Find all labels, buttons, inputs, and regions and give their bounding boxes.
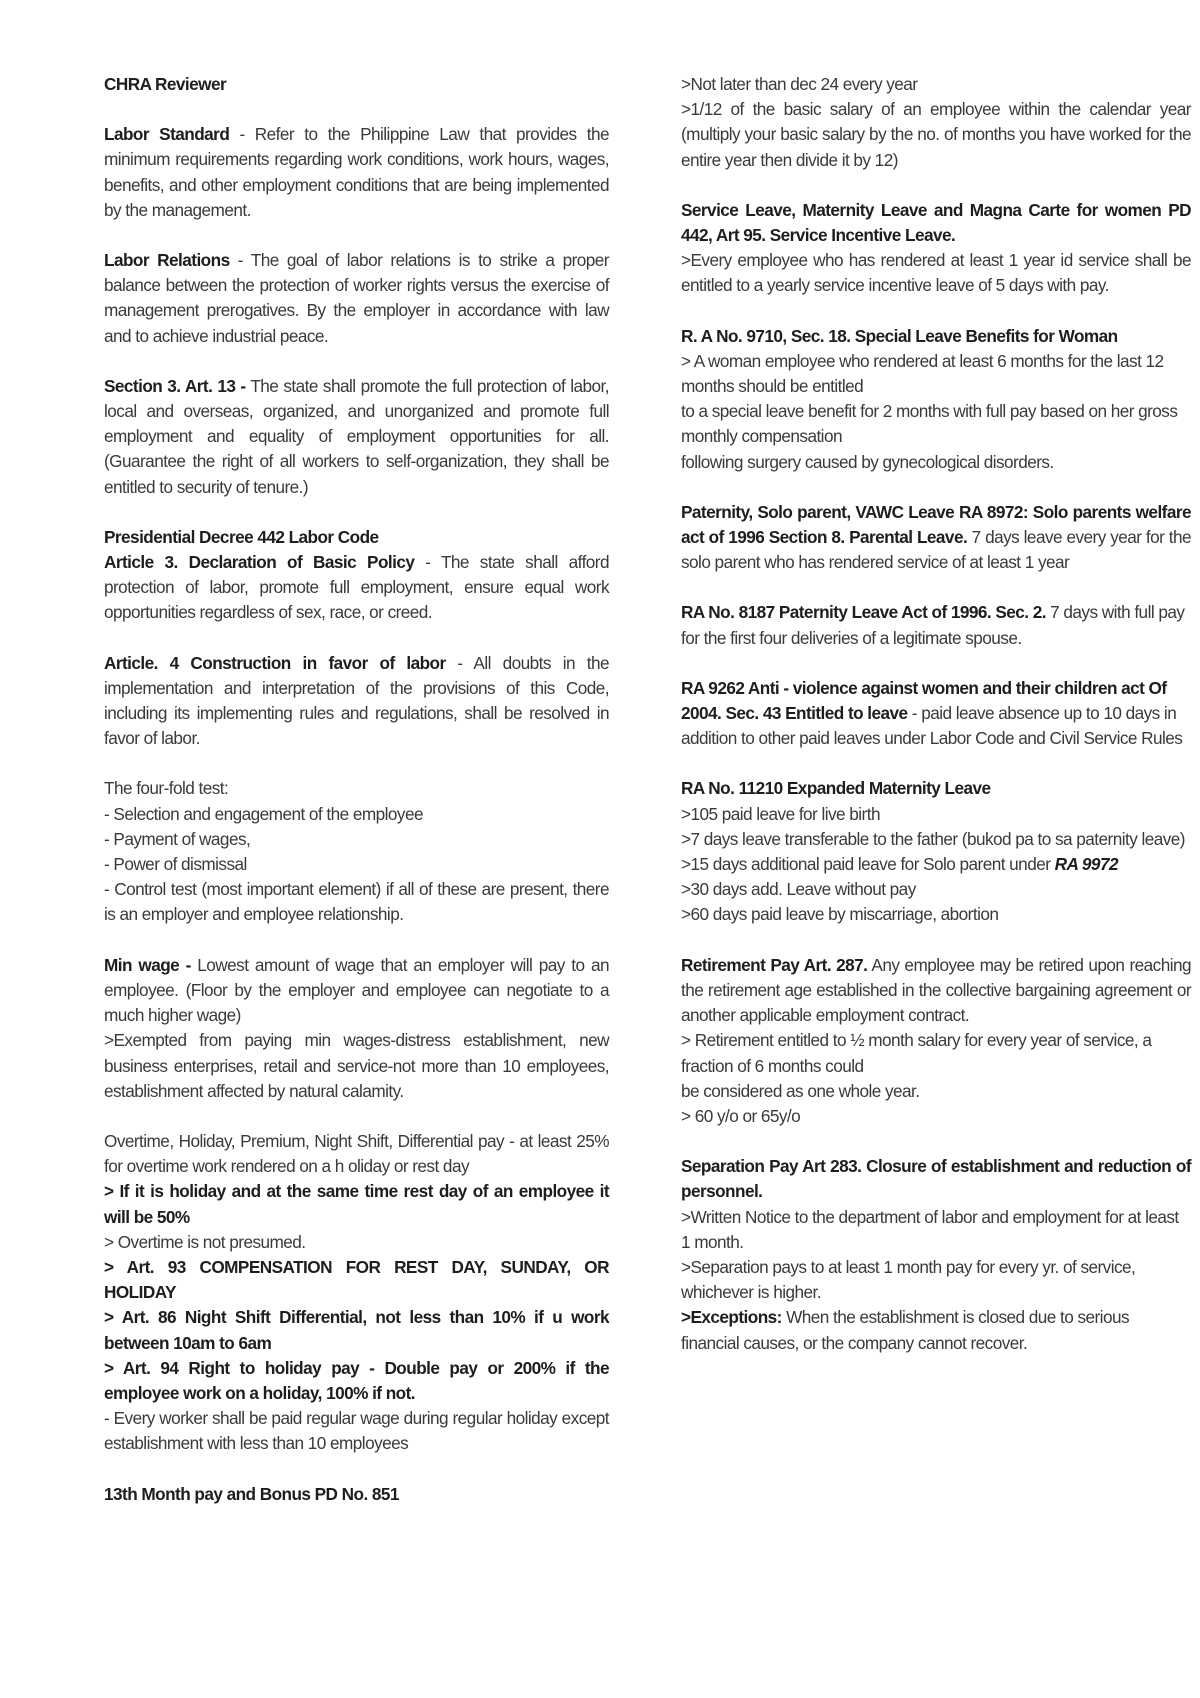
section3-term: Section 3. Art. 13 -	[104, 375, 246, 396]
thirteenth-month-heading: 13th Month pay and Bonus PD No. 851	[104, 1483, 399, 1504]
ra9710-line: > A woman employee who rendered at least 6 months for the last 12 months should be entitled	[681, 350, 1164, 397]
ra9262-term: RA 9262 Anti - violence against women and their children act Of 2004. Sec. 43 Entitled to leave	[681, 677, 1167, 724]
article4-term: Article. 4 Construction in favor of labor	[104, 652, 446, 673]
article3-text: - The state shall afford protection of labor, promote full employment, ensure equal work opportunities regardless of sex, race, or creed.	[104, 552, 609, 623]
service-leave-text: >Every employee who has rendered at least 1 year id service shall be entitled to a yearly service incentive leave of 5 days with pay.	[681, 250, 1191, 296]
thirteenth-line: >1/12 of the basic salary of an employee within the calendar year (multiply your basic salary by the no. of months you have worked for the entire year then divide it by 12)	[681, 99, 1191, 170]
ra11210-line: >15 days additional paid leave for Solo parent under	[681, 854, 1055, 875]
fourfold-item: - Payment of wages,	[104, 828, 251, 849]
fourfold-heading: The four-fold test:	[104, 778, 229, 799]
reviewer-title: CHRA Reviewer	[104, 74, 227, 94]
overtime-intro: Overtime, Holiday, Premium, Night Shift, Differential pay - at least 25% for overtime work rendered on a h oliday or rest day	[104, 1130, 609, 1177]
thirteenth-heading-block	[104, 1482, 609, 1507]
section3-paragraph	[104, 374, 609, 500]
overtime-not-presumed: > Overtime is not presumed.	[104, 1231, 306, 1252]
ra8187-term: RA No. 8187 Paternity Leave Act of 1996. Sec. 2.	[681, 602, 1046, 623]
labor-relations-term: Labor Relations	[104, 250, 230, 271]
ra11210-line: >105 paid leave for live birth	[681, 803, 880, 824]
pd442-block	[104, 525, 609, 626]
article4-paragraph	[104, 651, 609, 752]
separation-heading: Separation Pay Art 283. Closure of establishment and reduction of personnel.	[681, 1156, 1191, 1202]
thirteenth-details	[681, 72, 1191, 173]
separation-line: >Separation pays to at least 1 month pay for every yr. of service, whichever is higher.	[681, 1256, 1136, 1303]
labor-relations-paragraph	[104, 248, 609, 349]
reviewer-title-block	[104, 72, 609, 97]
service-leave-block	[681, 198, 1191, 299]
min-wage-block	[104, 953, 609, 1104]
ra11210-line: >30 days add. Leave without pay	[681, 879, 916, 900]
min-wage-text: Lowest amount of wage that an employer will pay to an employee. (Floor by the employer and employee can negotiate to a much higher wage)	[104, 954, 609, 1026]
solo-parent-term: Paternity, Solo parent, VAWC Leave RA 8972: Solo parents welfare act of 1996 Section 8. Parental Leave.	[681, 501, 1191, 548]
ra11210-heading: RA No. 11210 Expanded Maternity Leave	[681, 778, 991, 799]
ra9972-ref: RA 9972	[1054, 854, 1118, 875]
retirement-line: > 60 y/o or 65y/o	[681, 1105, 801, 1126]
ra9262-text: - paid leave absence up to 10 days in addition to other paid leaves under Labor Code and Civil Service Rules	[681, 703, 1183, 749]
separation-line: >Written Notice to the department of labor and employment for at least 1 month.	[681, 1206, 1179, 1252]
retirement-term: Retirement Pay Art. 287.	[681, 954, 868, 975]
section3-text: The state shall promote the full protection of labor, local and overseas, organized, and unorganized and promote full employment and equality of employment opportunities for all. (Guarantee the right of all workers to self-organization, they shall be entitled to security of tenure.)	[104, 375, 609, 497]
solo-parent-paragraph	[681, 500, 1191, 576]
min-wage-term: Min wage -	[104, 954, 191, 975]
article4-text: - All doubts in the implementation and interpretation of the provisions of this Code, including its implementing rules and regulations, shall be resolved in favor of labor.	[104, 652, 609, 749]
retirement-line: > Retirement entitled to ½ month salary for every year of service, a fraction of 6 months could	[681, 1030, 1152, 1076]
thirteenth-line: >Not later than dec 24 every year	[681, 74, 918, 94]
min-wage-exempt: >Exempted from paying min wages-distress establishment, new business enterprises, retail and service-not more than 10 employees, establishment affected by natural calamity.	[104, 1030, 609, 1101]
ra9710-heading: R. A No. 9710, Sec. 18. Special Leave Benefits for Woman	[681, 325, 1118, 346]
solo-parent-text: 7 days leave every year for the solo parent who has rendered service of at least 1 year	[681, 527, 1191, 573]
pd442-heading: Presidential Decree 442 Labor Code	[104, 526, 379, 547]
ra8187-paragraph	[681, 600, 1191, 650]
art94-line: > Art. 94 Right to holiday pay - Double pay or 200% if the employee work on a holiday, 100% if not.	[104, 1357, 609, 1403]
ra11210-line: >7 days leave transferable to the father (bukod pa to sa paternity leave)	[681, 828, 1185, 849]
ra9710-block	[681, 324, 1191, 475]
exceptions-label: >Exceptions:	[681, 1307, 782, 1328]
service-leave-heading: Service Leave, Maternity Leave and Magna Carte for women PD 442, Art 95. Service Incentive Leave.	[681, 199, 1191, 246]
every-worker-line: - Every worker shall be paid regular wage during regular holiday except establishment with less than 10 employees	[104, 1408, 609, 1454]
overtime-holiday-rest: > If it is holiday and at the same time rest day of an employee it will be 50%	[104, 1181, 609, 1227]
ra11210-line: >60 days paid leave by miscarriage, abortion	[681, 904, 999, 925]
labor-standard-text: - Refer to the Philippine Law that provides the minimum requirements regarding work conditions, work hours, wages, benefits, and other employment conditions that are being implemented by the management.	[104, 124, 609, 220]
labor-standard-term: Labor Standard	[104, 124, 230, 145]
labor-standard-paragraph	[104, 122, 609, 223]
article3-term: Article 3. Declaration of Basic Policy	[104, 552, 415, 573]
exceptions-text: When the establishment is closed due to serious financial causes, or the company cannot recover.	[681, 1307, 1130, 1353]
ra9710-line: following surgery caused by gynecological disorders.	[681, 451, 1054, 472]
right-column	[681, 72, 1191, 1381]
fourfold-test-block	[104, 776, 609, 927]
retirement-block	[681, 953, 1191, 1129]
fourfold-item: - Power of dismissal	[104, 854, 247, 875]
art86-line: > Art. 86 Night Shift Differential, not less than 10% if u work between 10am to 6am	[104, 1307, 609, 1353]
art93-line: > Art. 93 COMPENSATION FOR REST DAY, SUNDAY, OR HOLIDAY	[104, 1256, 609, 1303]
overtime-block	[104, 1129, 609, 1457]
labor-relations-text: - The goal of labor relations is to strike a proper balance between the protection of worker rights versus the exercise of management prerogatives. By the employer in accordance with law and to achieve industrial peace.	[104, 250, 609, 346]
ra9710-line: to a special leave benefit for 2 months with full pay based on her gross monthly compensation	[681, 401, 1178, 447]
left-column	[104, 72, 609, 1532]
ra8187-text: 7 days with full pay for the first four deliveries of a legitimate spouse.	[681, 602, 1185, 648]
retirement-text: Any employee may be retired upon reaching the retirement age established in the collective bargaining agreement or another applicable employment contract.	[681, 954, 1191, 1026]
separation-block	[681, 1154, 1191, 1356]
fourfold-control-test: - Control test (most important element) if all of these are present, there is an employer and employee relationship.	[104, 879, 609, 925]
ra9262-paragraph	[681, 676, 1191, 752]
fourfold-item: - Selection and engagement of the employee	[104, 803, 423, 824]
ra11210-block	[681, 776, 1191, 927]
retirement-line: be considered as one whole year.	[681, 1080, 920, 1101]
